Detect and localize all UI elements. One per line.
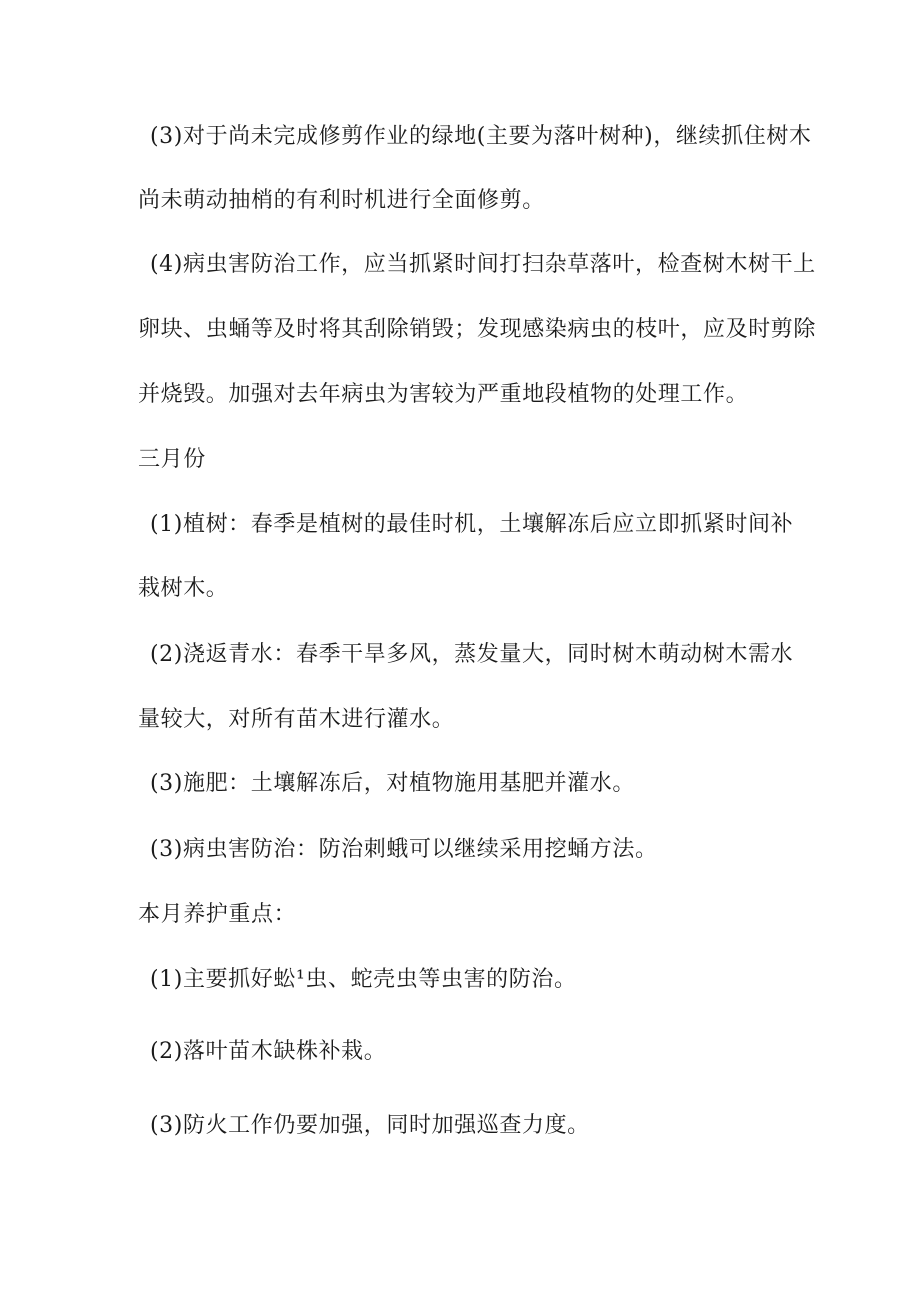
paragraph-line: 并烧毁。加强对去年病虫为害较为严重地段植物的处理工作。 [138,382,749,407]
paragraph-line: (4)病虫害防治工作，应当抓紧时间打扫杂草落叶，检查树木树干上 [150,252,816,277]
paragraph-line: (3)施肥：土壤解冻后，对植物施用基肥并灌水。 [150,771,635,796]
list-item: (1)主要抓好蚣¹虫、蛇壳虫等虫害的防治。 [150,967,577,992]
section-heading: 本月养护重点： [138,902,297,927]
section-heading: 三月份 [138,447,206,472]
paragraph-line: (3)病虫害防治：防治刺蛾可以继续采用挖蛹方法。 [150,837,658,862]
paragraph-line: 栽树木。 [138,576,229,601]
paragraph-line: (3)对于尚未完成修剪作业的绿地(主要为落叶树种)，继续抓住树木 [150,124,812,149]
paragraph-line: 量较大，对所有苗木进行灌水。 [138,707,455,732]
paragraph-line: 尚未萌动抽梢的有利时机进行全面修剪。 [138,188,545,213]
list-item: (2)落叶苗木缺株补栽。 [150,1039,387,1064]
list-item: (3)防火工作仍要加强，同时加强巡查力度。 [150,1113,590,1138]
paragraph-line: 卵块、虫蛹等及时将其刮除销毁；发现感染病虫的枝叶，应及时剪除 [138,317,817,342]
paragraph-line: (1)植树：春季是植树的最佳时机，土壤解冻后应立即抓紧时间补 [150,512,794,537]
paragraph-line: (2)浇返青水：春季干旱多风，蒸发量大，同时树木萌动树木需水 [150,642,794,667]
